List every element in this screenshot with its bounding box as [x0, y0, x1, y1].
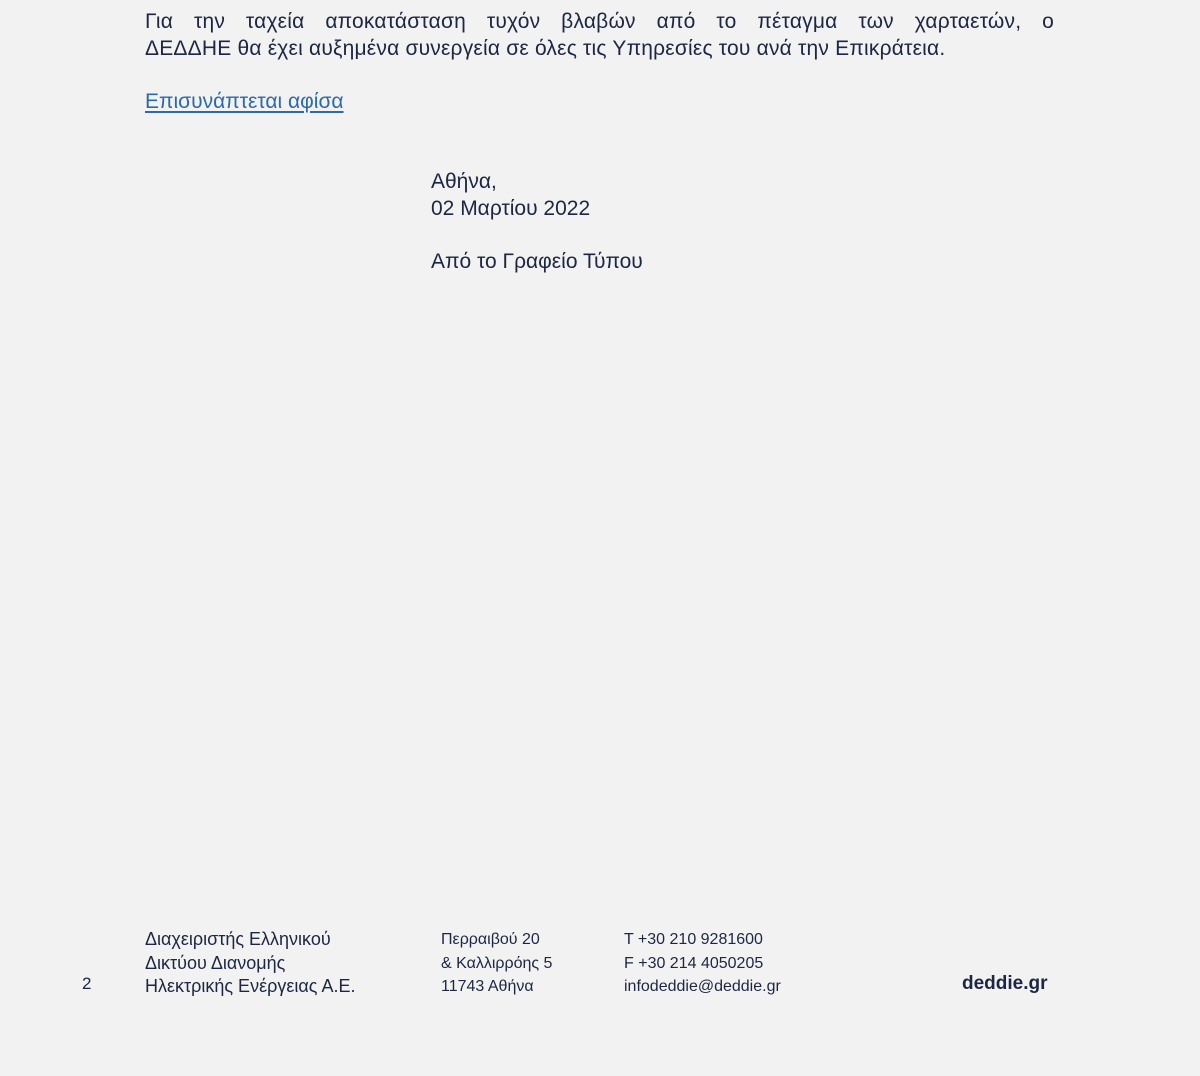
paragraph-line-2: ΔΕΔΔΗΕ θα έχει αυξημένα συνεργεία σε όλες τις Υπηρεσίες του ανά την Επικράτεια.: [145, 37, 946, 60]
address-line: & Καλλιρρόης 5: [441, 954, 553, 972]
company-line: Διαχειριστής Ελληνικού: [145, 929, 331, 949]
signature-date: 02 Μαρτίου 2022: [431, 197, 591, 220]
company-line: Ηλεκτρικής Ενέργειας Α.Ε.: [145, 976, 356, 996]
address-line: 11743 Αθήνα: [441, 978, 534, 995]
fax-number: F +30 214 4050205: [624, 954, 764, 972]
body-paragraph: [145, 8, 1054, 62]
signature-office: Από το Γραφείο Τύπου: [431, 250, 643, 273]
page-number: 2: [82, 974, 92, 993]
signature-block: [431, 168, 643, 275]
company-line: Δικτύου Διανομής: [145, 952, 286, 973]
phone-number: T +30 210 9281600: [624, 931, 763, 948]
footer-company-name: [145, 928, 355, 999]
website-link[interactable]: deddie.gr: [962, 973, 1048, 994]
address-line: Περραιβού 20: [441, 931, 540, 948]
footer-address: [441, 928, 552, 999]
page-footer: [0, 926, 1200, 1006]
footer-contact: [624, 928, 781, 999]
email-link[interactable]: infodeddie@deddie.gr: [624, 978, 781, 995]
attachment-link[interactable]: Επισυνάπτεται αφίσα: [145, 90, 344, 113]
paragraph-line-1: Για την ταχεία αποκατάσταση τυχόν βλαβών από το πέταγμα των χαρταετών, ο: [145, 10, 1054, 33]
signature-city: Αθήνα,: [431, 170, 497, 193]
